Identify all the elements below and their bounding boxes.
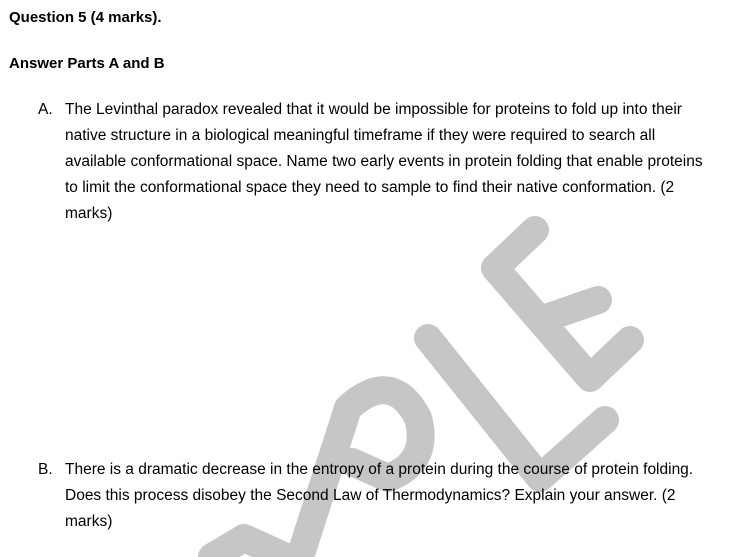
part-b-text: There is a dramatic decrease in the entropy of a protein during the course of protein folding. Does this process disobey the Second Law of Thermodynamics? Explain your answer. (2 marks) <box>65 461 694 530</box>
part-a-text: The Levinthal paradox revealed that it would be impossible for proteins to fold up into their native structure in a biological meaningful timeframe if they were required to search all available conformational space. Name two early events in protein folding that enable proteins to limit the conformational space they need to sample to find their native conformation. (2 marks) <box>65 101 703 222</box>
question-part-a <box>38 97 718 227</box>
question-instructions: Answer Parts A and B <box>9 55 165 72</box>
part-a-marker: A. <box>38 101 53 118</box>
part-b-marker: B. <box>38 461 53 478</box>
question-title: Question 5 (4 marks). <box>9 9 162 26</box>
question-part-b <box>38 457 718 535</box>
